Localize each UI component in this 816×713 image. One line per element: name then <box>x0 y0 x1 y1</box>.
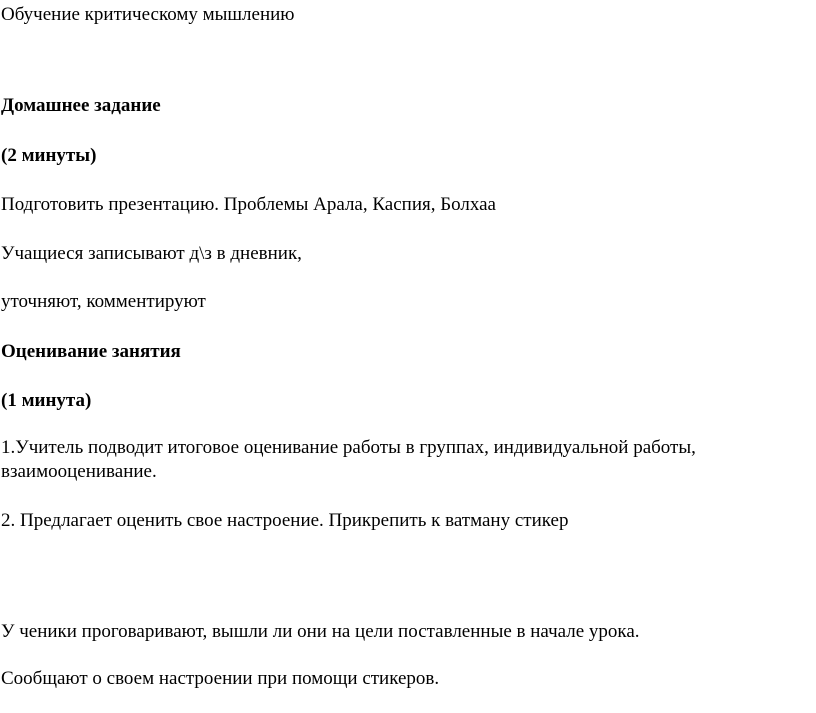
homework-students-line-2: уточняют, комментируют <box>1 291 206 312</box>
homework-heading: Домашнее задание <box>1 95 161 116</box>
document-title: Обучение критическому мышлению <box>1 4 295 25</box>
homework-duration: (2 минуты) <box>1 145 97 166</box>
evaluation-students-line-2: Сообщают о своем настроении при помощи стикеров. <box>1 668 440 689</box>
evaluation-students-line-1: У ченики проговаривают, вышли ли они на цели поставленные в начале урока. <box>1 621 640 642</box>
evaluation-duration: (1 минута) <box>1 390 92 411</box>
homework-students-line-1: Учащиеся записывают д\з в дневник, <box>1 243 302 264</box>
evaluation-item-1: 1.Учитель подводит итоговое оценивание работы в группах, индивидуальной работы, взаимооценивание. <box>1 437 696 482</box>
evaluation-item-2: 2. Предлагает оценить свое настроение. Прикрепить к ватману стикер <box>1 510 569 531</box>
evaluation-heading: Оценивание занятия <box>1 341 181 362</box>
homework-task: Подготовить презентацию. Проблемы Арала, Каспия, Болхаа <box>1 194 496 215</box>
